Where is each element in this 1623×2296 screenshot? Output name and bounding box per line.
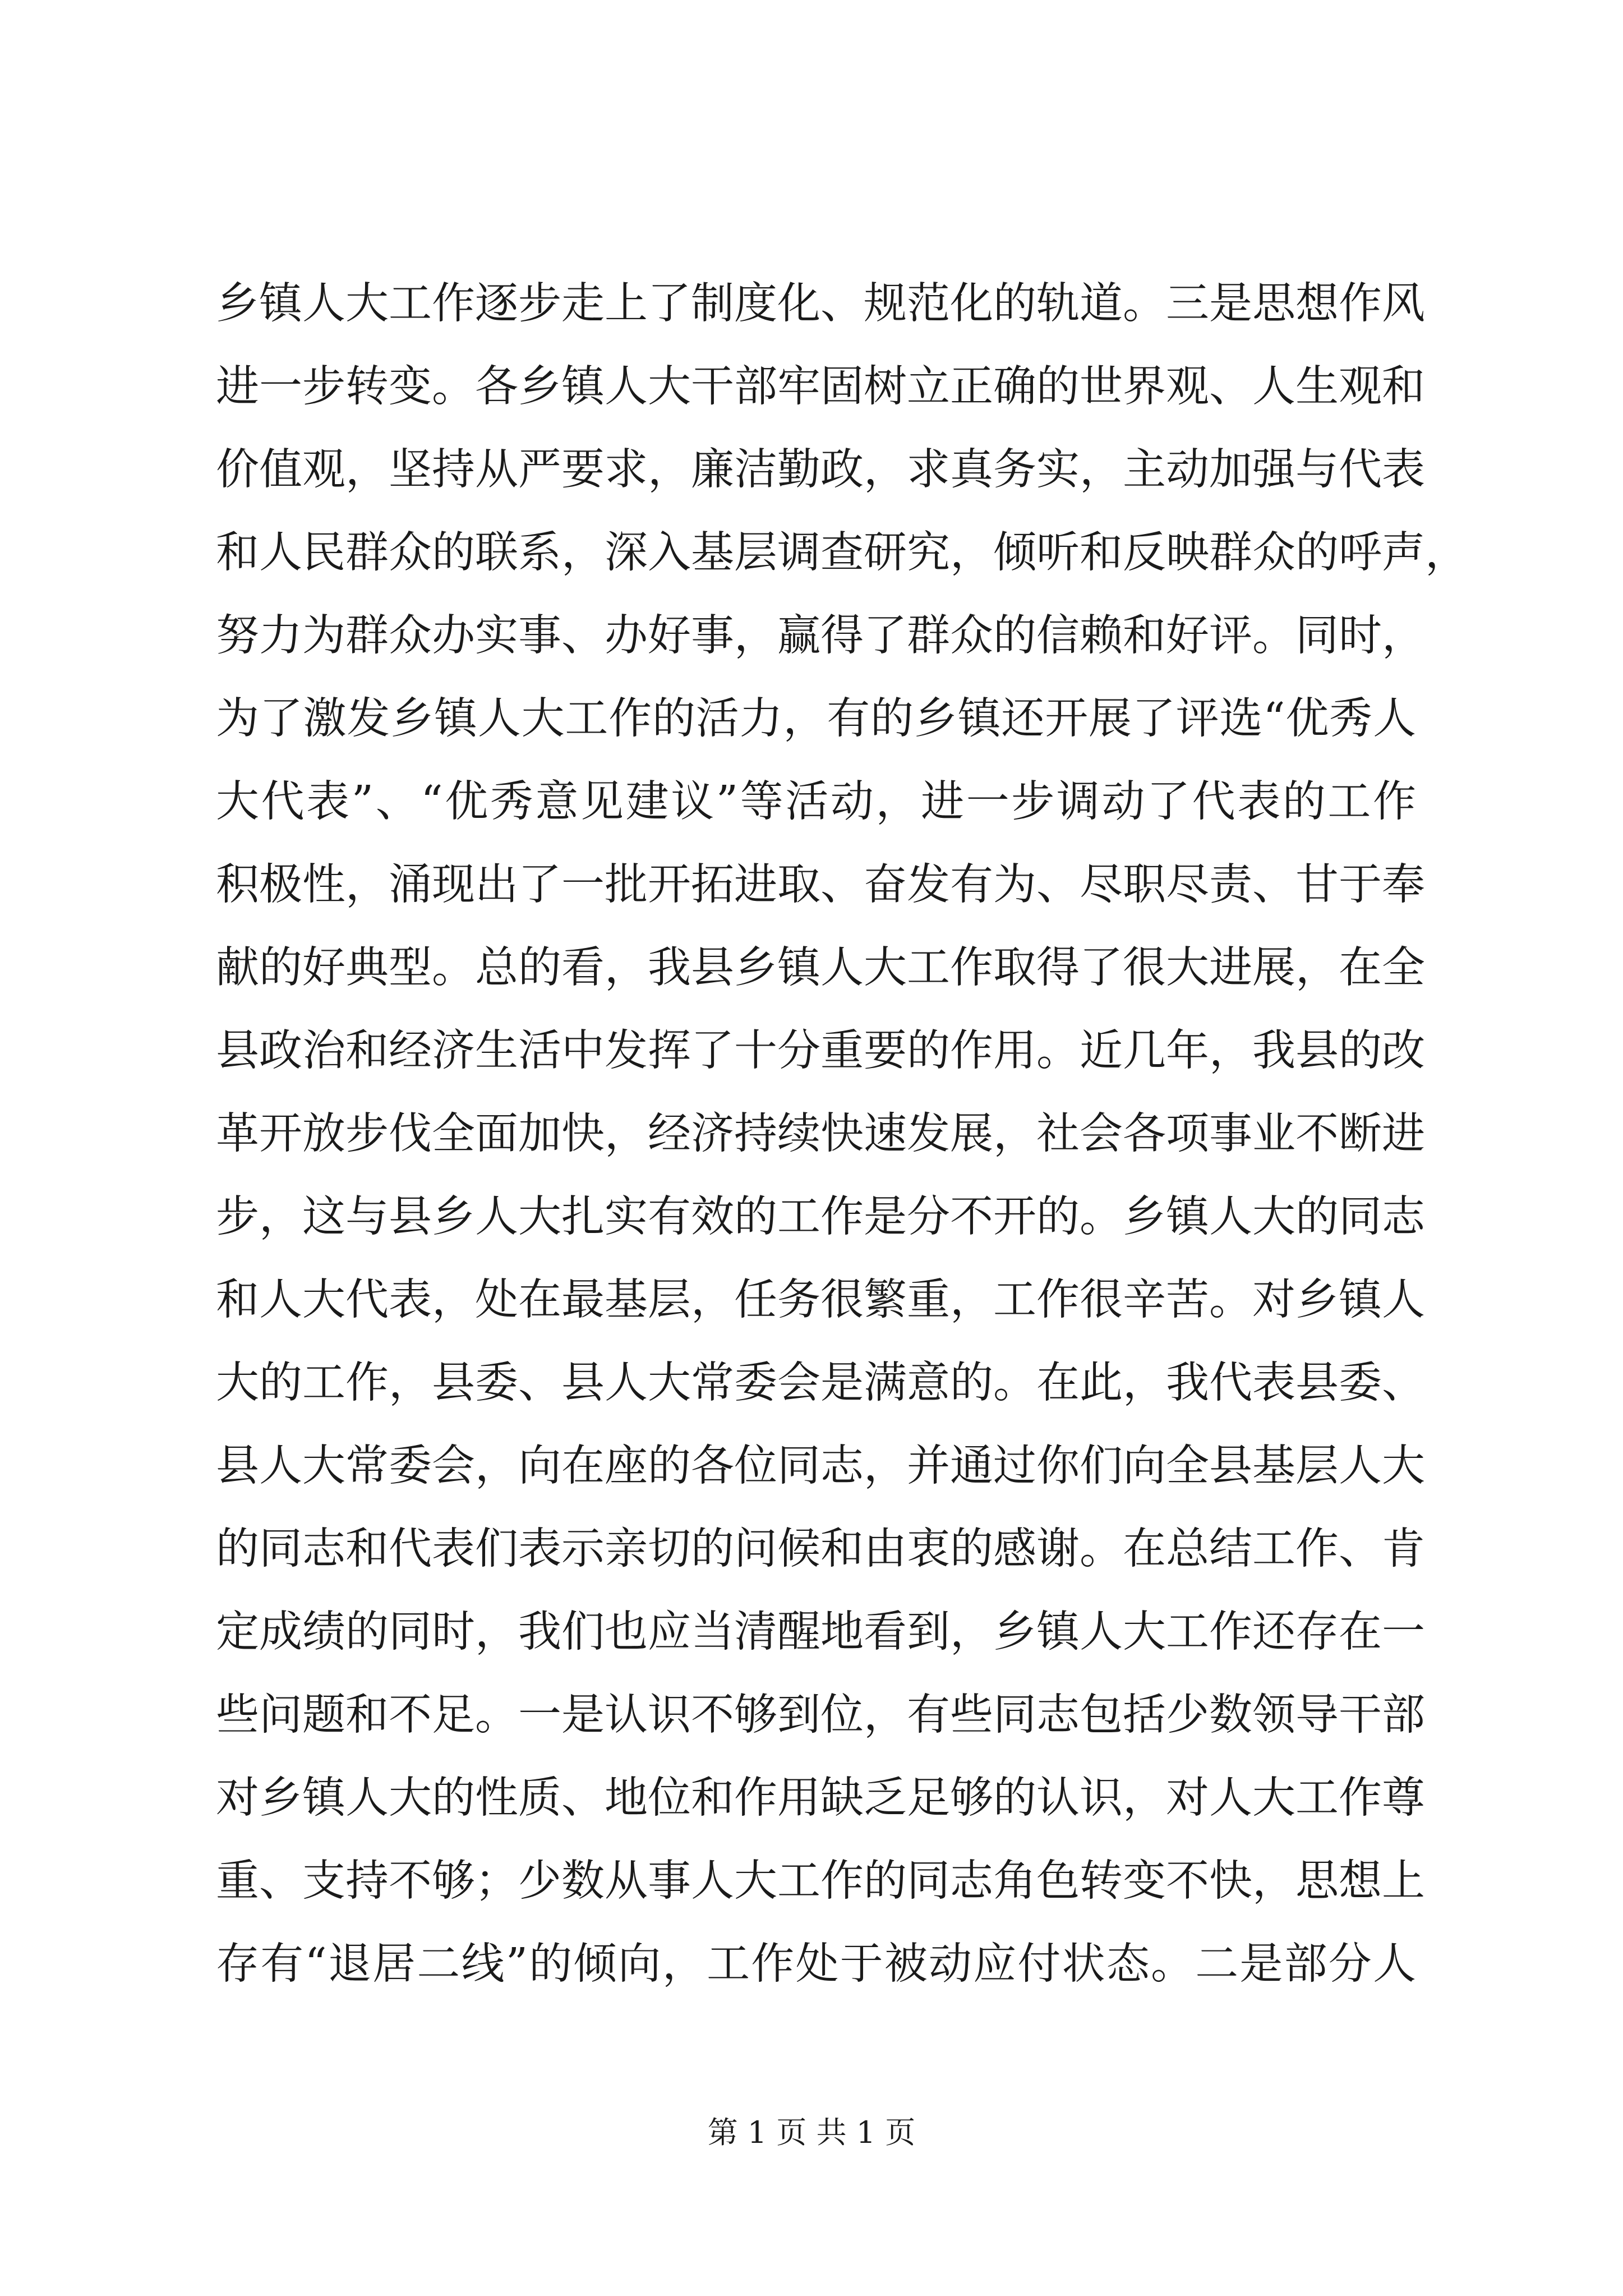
text-line: 定成绩的同时，我们也应当清醒地看到，乡镇人大工作还存在一 [216,1607,1425,1657]
text-line: 的同志和代表们表示亲切的问候和由衷的感谢。在总结工作、肯 [216,1524,1425,1574]
text-line: 价值观，坚持从严要求，廉洁勤政，求真务实，主动加强与代表 [216,445,1425,495]
text-line: 大代表”、“优秀意见建议”等活动，进一步调动了代表的工作 [216,777,1416,827]
text-line: 革开放步伐全面加快，经济持续快速发展，社会各项事业不断进 [216,1109,1425,1159]
body-text [216,263,1468,2006]
text-line: 积极性，涌现出了一批开拓进取、奋发有为、尽职尽责、甘于奉 [216,860,1425,910]
text-line: 对乡镇人大的性质、地位和作用缺乏足够的认识，对人大工作尊 [216,1773,1425,1823]
text-line: 些问题和不足。一是认识不够到位，有些同志包括少数领导干部 [216,1690,1425,1740]
text-line: 大的工作，县委、县人大常委会是满意的。在此，我代表县委、 [216,1358,1425,1408]
page-footer [0,2110,1623,2155]
text-line: 和人民群众的联系，深入基层调查研究，倾听和反映群众的呼声， [216,528,1468,578]
text-line: 进一步转变。各乡镇人大干部牢固树立正确的世界观、人生观和 [216,362,1425,412]
text-line: 存有“退居二线”的倾向，工作处于被动应付状态。二是部分人 [216,1939,1416,1989]
text-line: 县政治和经济生活中发挥了十分重要的作用。近几年，我县的改 [216,1026,1425,1076]
text-line: 县人大常委会，向在座的各位同志，并通过你们向全县基层人大 [216,1441,1425,1491]
text-line: 和人大代表，处在最基层，任务很繁重，工作很辛苦。对乡镇人 [216,1275,1425,1325]
text-line: 乡镇人大工作逐步走上了制度化、规范化的轨道。三是思想作风 [216,279,1425,329]
page-number-label: 第 1 页 共 1 页 [707,2115,916,2150]
text-line: 步，这与县乡人大扎实有效的工作是分不开的。乡镇人大的同志 [216,1192,1425,1242]
text-line: 重、支持不够；少数从事人大工作的同志角色转变不快，思想上 [216,1856,1425,1906]
text-line: 为了激发乡镇人大工作的活力，有的乡镇还开展了评选“优秀人 [216,694,1416,744]
text-line: 献的好典型。总的看，我县乡镇人大工作取得了很大进展，在全 [216,943,1425,993]
text-line: 努力为群众办实事、办好事，赢得了群众的信赖和好评。同时， [216,611,1425,661]
